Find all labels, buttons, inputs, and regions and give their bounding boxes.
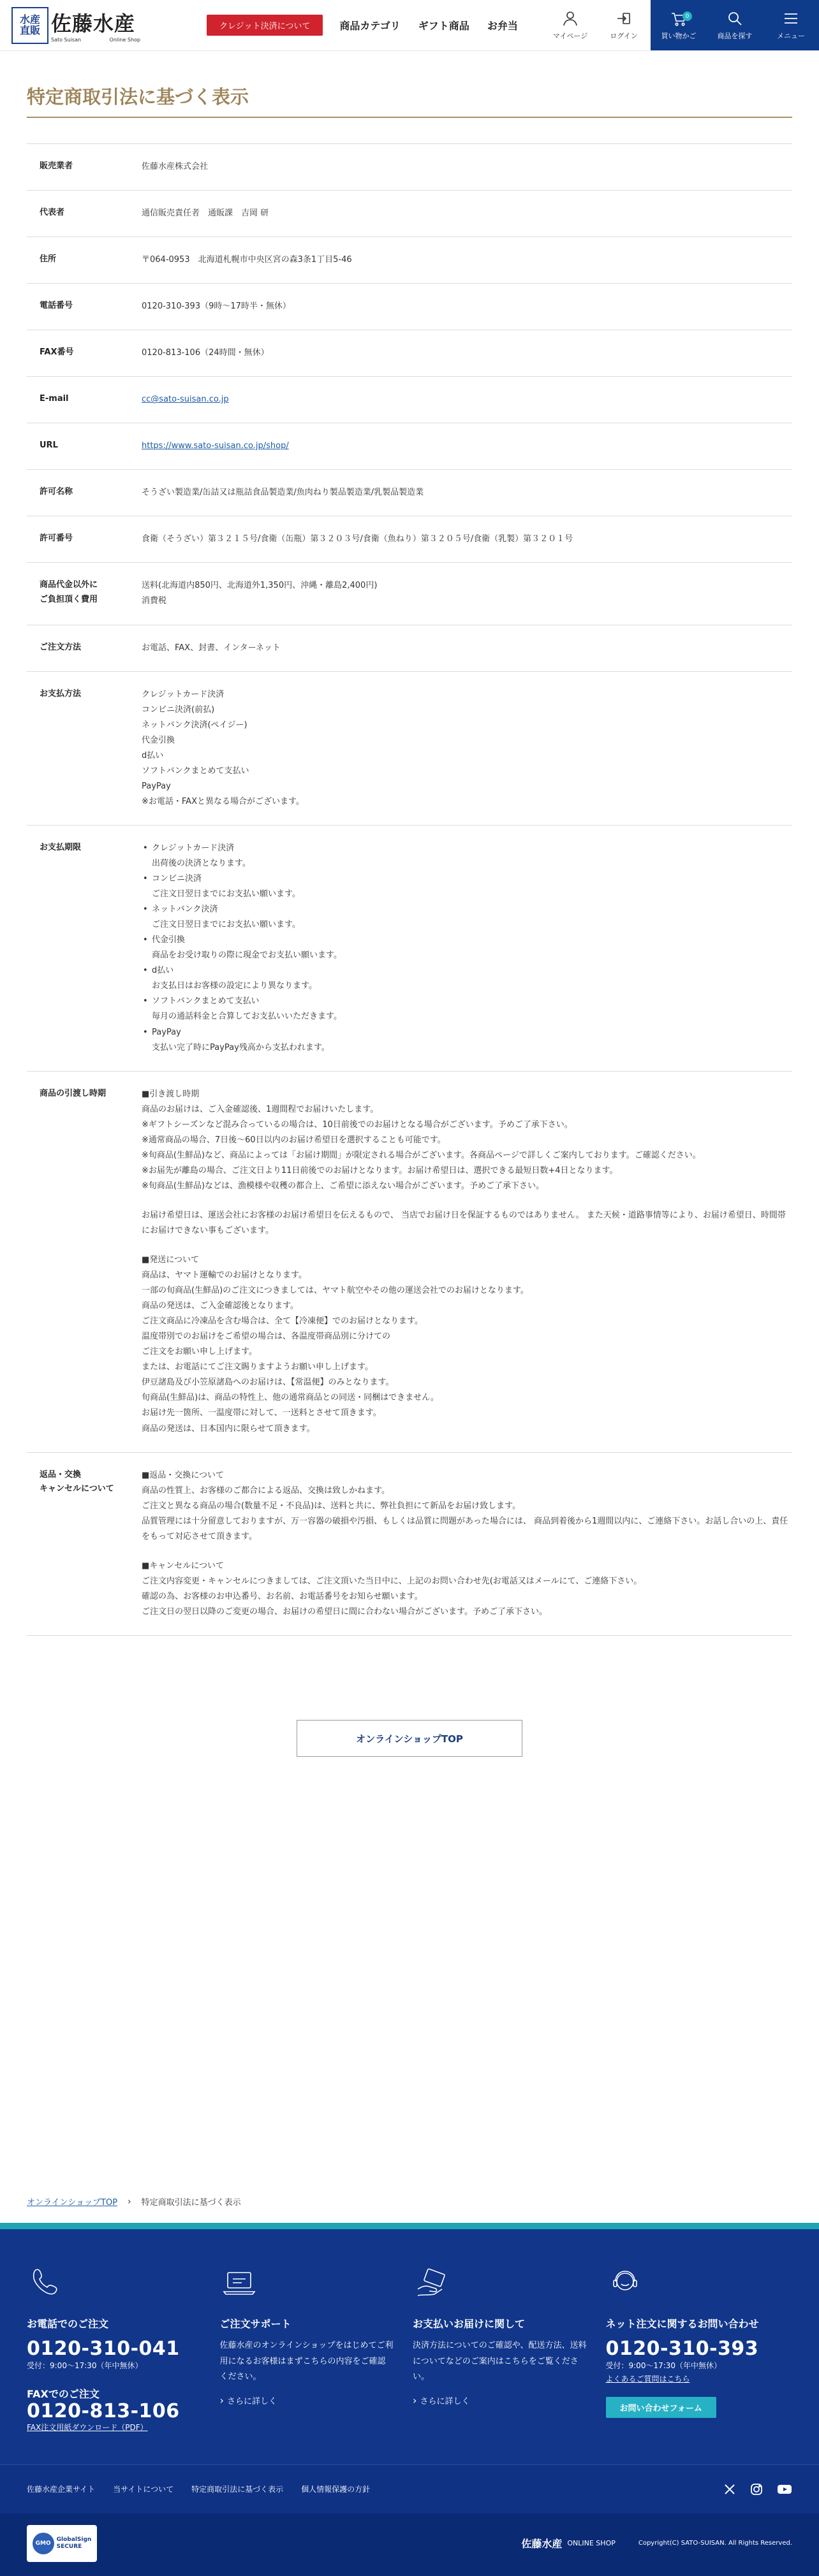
- login-button[interactable]: ログイン: [597, 0, 651, 50]
- info-row: [27, 1452, 792, 1635]
- info-row-value: [142, 470, 792, 516]
- logo-mark: 水産 直販: [11, 7, 48, 44]
- footer-contact-tel[interactable]: 0120-310-393: [605, 2338, 759, 2360]
- operator-icon: [606, 2264, 644, 2302]
- nav-gift[interactable]: ギフト商品: [418, 20, 469, 32]
- faq-link[interactable]: よくあるご質問はこちら: [605, 2374, 690, 2383]
- info-line: 代金引換: [142, 735, 175, 745]
- info-row-value: [142, 825, 792, 1071]
- info-row-value: [142, 625, 792, 671]
- info-line: ■引き渡し時期: [142, 1089, 200, 1099]
- x-twitter-icon[interactable]: [723, 2483, 736, 2496]
- info-row: [27, 377, 792, 423]
- phone-icon: [27, 2264, 65, 2302]
- info-row: [27, 284, 792, 330]
- mypage-button[interactable]: マイページ: [543, 0, 597, 50]
- info-line: 一部の旬商品(生鮮品)のご注文につきましては、ヤマト航空やその他の運送会社でのお届けとなります。: [142, 1286, 529, 1296]
- info-line: ご注文内容変更・キャンセルにつきましては、ご注文頂いた当日中に、上記のお問い合わせ先(お電話又はメールにて、ご連絡下さい。: [142, 1576, 642, 1586]
- info-line: ※お電話・FAXと異なる場合がございます。: [142, 796, 304, 806]
- site-header: [0, 0, 819, 51]
- footer-link-corporate[interactable]: 佐藤水産企業サイト: [27, 2485, 96, 2494]
- info-row: [27, 237, 792, 284]
- info-line: [142, 1194, 792, 1208]
- logo-main-text: 佐藤水産: [51, 11, 136, 36]
- info-line: コンビニ決済(前払): [142, 704, 215, 715]
- info-row: [27, 423, 792, 470]
- info-line: お届け先一箇所、一温度帯に対して、一送料とさせて頂きます。: [142, 1408, 381, 1418]
- info-row-label: 許可名称: [27, 470, 142, 516]
- info-row-label: 販売業者: [27, 144, 142, 191]
- footer-order-support: ご注文サポート 佐藤水産のオンラインショップをはじめてご利用になるお客様はまずこちらの内容をご確認ください。 › さらに詳しく: [220, 2264, 407, 2433]
- contact-form-button[interactable]: お問い合わせフォーム: [606, 2397, 716, 2418]
- fax-form-download-link[interactable]: FAX注文用紙ダウンロード（PDF）: [27, 2422, 148, 2432]
- info-row: [27, 470, 792, 516]
- footer-brand: 佐藤水産 ONLINE SHOP: [521, 2538, 616, 2551]
- info-row-value: [142, 671, 792, 825]
- info-line: [142, 1239, 792, 1253]
- product-search-button[interactable]: 商品を探す: [707, 0, 763, 50]
- info-line: 食衛（そうざい）第３２１５号/食衛（缶瓶）第３２０３号/食衛（魚ねり）第３２０５号/食衛（乳製）第３２０１号: [142, 534, 573, 544]
- info-line: 商品の発送は、日本国内に限らせて頂きます。: [142, 1423, 315, 1434]
- info-row-label: 住所: [27, 237, 142, 284]
- menu-button[interactable]: メニュー: [763, 0, 819, 50]
- info-line: 旬商品(生鮮品)は、商品の特性上、他の通常商品との同送・同梱はできません。: [142, 1393, 439, 1403]
- info-line: クレジットカード決済: [142, 689, 225, 699]
- info-line: または、お電話にてご注文賜りますようお願い申し上げます。: [142, 1362, 373, 1372]
- info-row: [27, 330, 792, 377]
- footer-link-about[interactable]: 当サイトについて: [113, 2485, 174, 2494]
- laptop-icon: [220, 2264, 258, 2302]
- user-icon: [561, 10, 579, 27]
- breadcrumb-current: 特定商取引法に基づく表示: [141, 2198, 241, 2208]
- info-line: ※旬商品(生鮮品)など、商品によっては「お届け期間」が限定される場合がございます。各商品ページで詳しくご案内しております。ご確認ください。: [142, 1150, 701, 1160]
- footer-link-privacy[interactable]: 個人情報保護の方針: [301, 2485, 371, 2494]
- info-row: [27, 825, 792, 1071]
- cart-count-badge: 0: [682, 11, 692, 21]
- info-row-label: 代表者: [27, 191, 142, 237]
- info-line: 商品は、ヤマト運輸でのお届けとなります。: [142, 1270, 307, 1281]
- info-line: ご注文商品に冷凍品を含む場合は、全て【冷凍便】でのお届けとなります。: [142, 1316, 423, 1327]
- info-row: [27, 671, 792, 825]
- info-line: お届け希望日は、運送会社にお客様のお届け希望日を伝えるもので、 当店でお届け日を保証するものではありません。 また天候・道路事情等により、お届け希望日、時間帯にお届けできない事もございます。: [142, 1210, 786, 1235]
- info-row-value: [142, 144, 792, 191]
- info-line: d払い: [142, 750, 164, 760]
- login-icon: [615, 10, 633, 27]
- info-line: 消費税: [142, 596, 167, 606]
- info-line: ■発送について: [142, 1255, 200, 1265]
- info-row-value: [142, 516, 792, 563]
- info-line: ご注文日の翌日以降のご変更の場合、お届けの希望日に間に合わない場合がございます。予めご了承下さい。: [142, 1606, 547, 1617]
- site-logo[interactable]: [0, 0, 191, 50]
- info-line: ※通常商品の場合、7日後〜60日以内のお届け希望日を選択することも可能です。: [142, 1135, 446, 1145]
- payment-deadline-list: [142, 841, 792, 1056]
- page-title: 特定商取引法に基づく表示: [27, 66, 792, 118]
- footer-order-tel[interactable]: 0120-310-041: [27, 2338, 180, 2360]
- info-row-value: [142, 284, 792, 330]
- gmo-globalsign-seal[interactable]: GMO GlobalSign SECURE: [27, 2525, 97, 2562]
- info-line: 佐藤水産株式会社: [142, 162, 209, 171]
- info-row-value: [142, 1452, 792, 1635]
- info-line: そうざい製造業/缶詰又は瓶詰食品製造業/魚肉ねり製品製造業/乳製品製造業: [142, 488, 424, 498]
- hamburger-icon: [782, 10, 800, 27]
- info-line: 品質管理には十分留意しておりますが、万一容器の破損や汚損、もしくは品質に問題があった場合には、 商品到着後から1週間以内に、ご連絡下さい。お話し合いの上、責任をもって対応させて頂きます。: [142, 1516, 788, 1541]
- footer-bottom: [0, 2514, 819, 2576]
- card-hand-icon: [413, 2264, 451, 2302]
- breadcrumb-home[interactable]: オンラインショップTOP: [27, 2198, 118, 2208]
- list-item: • 代金引換 商品をお受け取りの際に現金でお支払い願います。: [142, 933, 792, 963]
- support-more-link[interactable]: › さらに詳しく: [220, 2397, 277, 2406]
- info-line: 確認の為、お客様のお申込番号、お名前、お電話番号をお知らせ願います。: [142, 1591, 423, 1601]
- main-nav: [339, 0, 517, 50]
- main-content: [0, 66, 819, 1757]
- list-item: • コンビニ決済 ご注文日翌日までにお支払い願います。: [142, 871, 792, 902]
- breadcrumb: [0, 2195, 819, 2223]
- info-line: ご注文と異なる商品の場合(数量不足・不良品)は、送料と共に、弊社負担にて新品をお届け致します。: [142, 1501, 521, 1511]
- footer-link-legal[interactable]: 特定商取引法に基づく表示: [191, 2485, 284, 2494]
- info-row-label: お支払期限: [27, 825, 142, 1071]
- info-line: ※ギフトシーズンなど混み合っているの場合は、10日前後でのお届けとなる場合がございます。予めご了承下さい。: [142, 1119, 573, 1130]
- info-row-label: 電話番号: [27, 284, 142, 330]
- logo-sub-right: Online Shop: [109, 37, 140, 43]
- footer-links-bar: [0, 2464, 819, 2514]
- info-row-label: E-mail: [27, 377, 142, 423]
- site-footer: [0, 2223, 819, 2576]
- info-line: 商品の性質上、お客様のご都合による返品、交換は致しかねます。: [142, 1485, 390, 1495]
- info-row-value: [142, 563, 792, 625]
- info-link[interactable]: cc@sato-suisan.co.jp: [142, 395, 229, 405]
- online-shop-top-button[interactable]: オンラインショップTOP: [297, 1720, 522, 1757]
- info-line: ※旬商品(生鮮品)などは、漁模様や収穫の都合上、ご希望に添えない場合がございます。予めご了承下さい。: [142, 1181, 544, 1191]
- info-row-value: [142, 1071, 792, 1452]
- info-row: [27, 144, 792, 191]
- footer-phone-order: お電話でのご注文 0120-310-041 受付：9:00〜17:30（年中無休） FAXでのご注文 0120-813-106 FAX注文用紙ダウンロード（PDF）: [27, 2264, 214, 2433]
- info-line: お電話、FAX、封書、インターネット: [142, 643, 281, 653]
- info-row-label: 許可番号: [27, 516, 142, 563]
- footer-contact: ネット注文に関するお問い合わせ 0120-310-393 受付：9:00〜17:30（年中無休） よくあるご質問はこちら お問い合わせフォーム: [606, 2264, 793, 2433]
- info-line: 伊豆諸島及び小笠原諸島へのお届けは、【常温便】のみとなります。: [142, 1378, 394, 1388]
- info-row-label: 返品・交換 キャンセルについて: [27, 1452, 142, 1635]
- info-line: 通信販売責任者 通販課 吉岡 研: [142, 208, 269, 219]
- info-line: 送料(北海道内850円、北海道外1,350円、沖縄・離島2,400円): [142, 581, 378, 591]
- footer-payment-delivery: お支払いお届けに関して 決済方法についてのご確認や、配送方法、送料についてなどのご案内はこちらをご覧ください。 › さらに詳しく: [413, 2264, 600, 2433]
- info-row: [27, 563, 792, 625]
- info-row-value: [142, 330, 792, 377]
- list-item: • ソフトバンクまとめて支払い 毎月の通話料金と合算してお支払いいただきます。: [142, 994, 792, 1024]
- info-line: 温度帯別でのお届けをご希望の場合は、各温度帯商品別に分けての: [142, 1332, 391, 1342]
- list-item: • PayPay 支払い完了時にPayPay残高から支払われます。: [142, 1025, 792, 1056]
- info-line: PayPay: [142, 781, 171, 791]
- info-line: ※お届先が離島の場合、ご注文日より11日前後でのお届けとなります。お届け希望日は、選択できる最短日数+4日となります。: [142, 1165, 618, 1175]
- info-line: 0120-310-393（9時〜17時半・無休）: [142, 302, 291, 312]
- info-row-label: URL: [27, 423, 142, 470]
- nav-category[interactable]: 商品カテゴリ: [339, 20, 401, 32]
- list-item: • クレジットカード決済 出荷後の決済となります。: [142, 841, 792, 871]
- credit-info-button[interactable]: クレジット決済について: [207, 15, 323, 36]
- info-line: 商品の発送は、ご入金確認後となります。: [142, 1301, 299, 1311]
- info-row: [27, 516, 792, 563]
- info-row: [27, 625, 792, 671]
- info-row-label: FAX番号: [27, 330, 142, 377]
- instagram-icon[interactable]: [750, 2483, 763, 2496]
- copyright: Copyright(C) SATO-SUISAN. All Rights Reserved.: [638, 2540, 792, 2547]
- header-utilities: [543, 0, 819, 50]
- info-line: ネットバンク決済(ペイジー): [142, 720, 247, 730]
- info-row-label: ご注文方法: [27, 625, 142, 671]
- info-link[interactable]: https://www.sato-suisan.co.jp/shop/: [142, 441, 289, 451]
- info-row-value: [142, 377, 792, 423]
- info-line: ■返品・交換について: [142, 1470, 225, 1480]
- youtube-icon[interactable]: [777, 2483, 792, 2496]
- cart-button[interactable]: 0 買い物かご: [651, 0, 707, 50]
- list-item: • d払い お支払日はお客様の設定により異なります。: [142, 963, 792, 994]
- footer-fax-tel: 0120-813-106: [27, 2399, 180, 2422]
- nav-bento[interactable]: お弁当: [487, 20, 518, 32]
- info-row-label: 商品の引渡し時期: [27, 1071, 142, 1452]
- info-line: ご注文をお願い申し上げます。: [142, 1347, 257, 1357]
- info-row-label: 商品代金以外に ご負担頂く費用: [27, 563, 142, 625]
- info-line: 商品のお届けは、ご入金確認後、1週間程でお届けいたします。: [142, 1104, 379, 1114]
- info-line: 0120-813-106（24時間・無休）: [142, 348, 269, 358]
- info-row-value: [142, 191, 792, 237]
- list-item: • ネットバンク決済 ご注文日翌日までにお支払い願います。: [142, 902, 792, 933]
- payment-more-link[interactable]: › さらに詳しく: [413, 2397, 470, 2406]
- logo-sub-left: Sato Suisan: [51, 37, 82, 43]
- info-line: ソフトバンクまとめて支払い: [142, 766, 249, 776]
- info-row: [27, 1071, 792, 1452]
- info-line: [142, 1545, 792, 1559]
- info-line: 〒064-0953 北海道札幌市中央区宮の森3条1丁目5-46: [142, 255, 352, 265]
- info-row: [27, 191, 792, 237]
- chevron-right-icon: ›: [128, 2196, 131, 2207]
- info-row-value: [142, 237, 792, 284]
- info-line: ■キャンセルについて: [142, 1561, 225, 1571]
- info-row-value: [142, 423, 792, 470]
- legal-info-table: [27, 143, 792, 1636]
- info-row-label: お支払方法: [27, 671, 142, 825]
- search-icon: [726, 10, 744, 27]
